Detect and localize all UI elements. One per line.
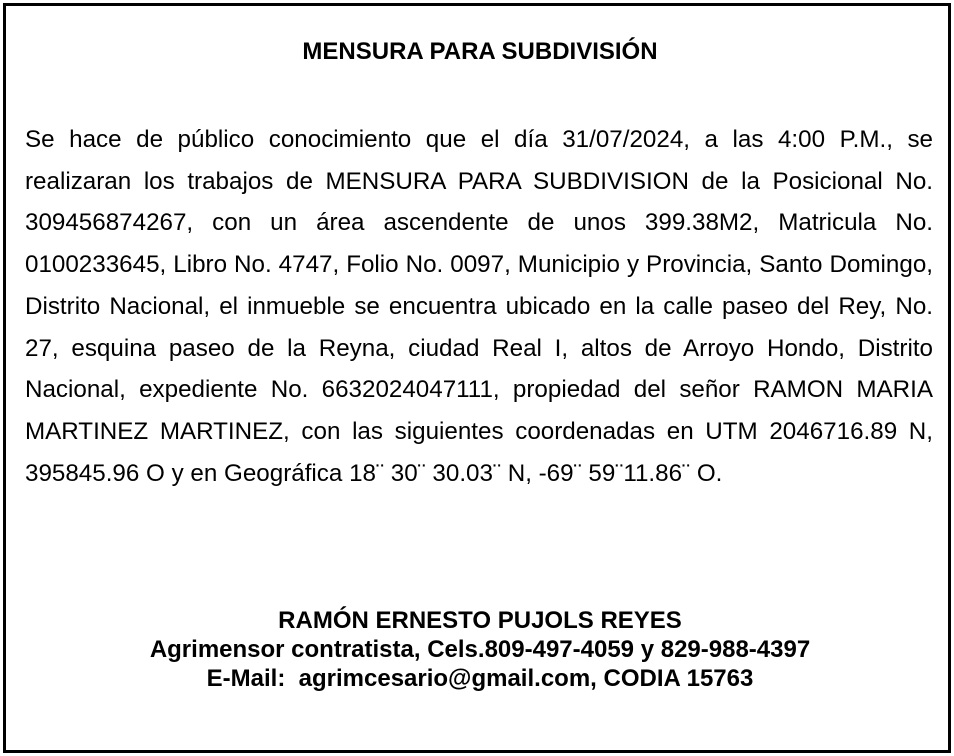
surveyor-name: RAMÓN ERNESTO PUJOLS REYES	[278, 607, 682, 634]
notice-frame	[3, 3, 951, 753]
surveyor-email-codia: E-Mail: agrimcesario@gmail.com, CODIA 15763	[206, 665, 754, 692]
surveyor-role-phone: Agrimensor contratista, Cels.809-497-4059 y 829-988-4397	[149, 636, 811, 663]
signature-block	[6, 606, 954, 693]
notice-body: Se hace de público conocimiento que el día 31/07/2024, a las 4:00 P.M., se realizaran los trabajos de MENSURA PARA SUBDIVISION de la Posicional No. 309456874267, con un área ascendente de unos 399.38M2, Matricula No. 0100233645, Libro No. 4747, Folio No. 0097, Municipio y Provincia, Santo Domingo, Distrito Nacional, el inmueble se encuentra ubicado en la calle paseo del Rey, No. 27, esquina paseo de la Reyna, ciudad Real I, altos de Arroyo Hondo, Distrito Nacional, expediente No. 6632024047111, propiedad del señor RAMON MARIA MARTINEZ MARTINEZ, con las siguientes coordenadas en UTM 2046716.89 N, 395845.96 O y en Geográfica 18¨ 30¨ 30.03¨ N, -69¨ 59¨11.86¨ O.	[25, 126, 933, 487]
notice-title: MENSURA PARA SUBDIVISIÓN	[302, 38, 658, 65]
